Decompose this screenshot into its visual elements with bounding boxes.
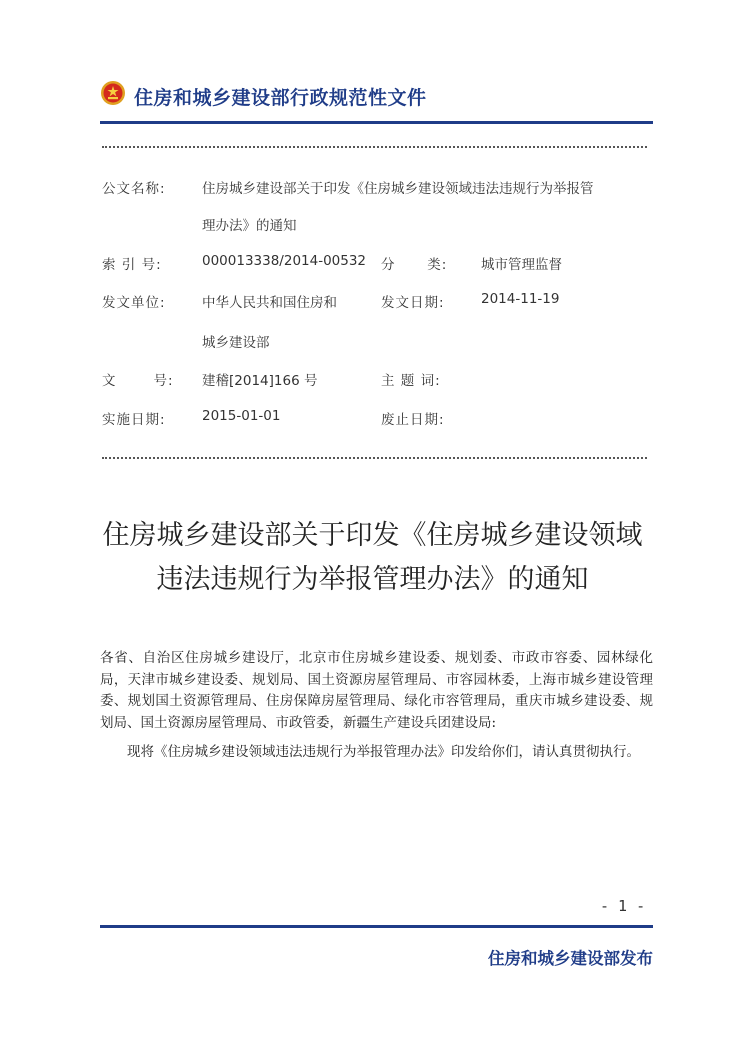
body-paragraph: 现将《住房城乡建设领域违法违规行为举报管理办法》印发给你们，请认真贯彻执行。 bbox=[127, 744, 640, 760]
footer-rule bbox=[100, 925, 653, 928]
effective-date-label: 实施日期: bbox=[102, 412, 166, 428]
meta-bottom-divider bbox=[102, 457, 647, 459]
header-title: 住房和城乡建设部行政规范性文件 bbox=[134, 87, 427, 109]
keywords-label: 主 题 词: bbox=[381, 373, 441, 389]
document-title bbox=[60, 514, 685, 602]
effective-date-value: 2015-01-01 bbox=[202, 408, 281, 424]
issuer-value-line1: 中华人民共和国住房和 bbox=[202, 295, 337, 311]
document-title-line2: 违法违规行为举报管理办法》的通知 bbox=[156, 564, 589, 595]
footer-publisher: 住房和城乡建设部发布 bbox=[488, 949, 653, 968]
issue-date-label: 发文日期: bbox=[381, 295, 445, 311]
national-emblem-icon bbox=[100, 80, 126, 106]
page-number: - 1 - bbox=[600, 897, 646, 915]
issuer-label: 发文单位: bbox=[102, 295, 166, 311]
document-title-line1: 住房城乡建设部关于印发《住房城乡建设领域 bbox=[102, 520, 643, 551]
category-label: 分 类: bbox=[381, 257, 448, 273]
doc-name-value-line1: 住房城乡建设部关于印发《住房城乡建设领域违法违规行为举报管 bbox=[202, 181, 594, 197]
category-value: 城市管理监督 bbox=[481, 257, 562, 273]
doc-name-value-line2: 理办法》的通知 bbox=[202, 218, 297, 234]
index-value: 000013338/2014-00532 bbox=[202, 253, 367, 269]
issuer-value-line2: 城乡建设部 bbox=[202, 335, 270, 351]
recipients-paragraph: 各省、自治区住房城乡建设厅，北京市住房城乡建设委、规划委、市政市容委、园林绿化局，天津市城乡建设委、规划局、国土资源房屋管理局、市容园林委，上海市城乡建设管理委、规划国土资源管理局、住房保障房屋管理局、绿化市容管理局，重庆市城乡建设委、规划局、国土资源房屋管理局、市政管委，新疆生产建设兵团建设局: bbox=[100, 650, 653, 731]
index-label: 索 引 号: bbox=[102, 257, 162, 273]
issue-date-value: 2014-11-19 bbox=[481, 291, 560, 307]
expiry-date-label: 废止日期: bbox=[381, 412, 445, 428]
doc-number-label: 文 号: bbox=[102, 373, 174, 389]
doc-number-value: 建稽[2014]166 号 bbox=[202, 373, 318, 389]
header-rule bbox=[100, 121, 653, 124]
meta-top-divider bbox=[102, 146, 647, 148]
doc-name-label: 公文名称: bbox=[102, 181, 166, 197]
